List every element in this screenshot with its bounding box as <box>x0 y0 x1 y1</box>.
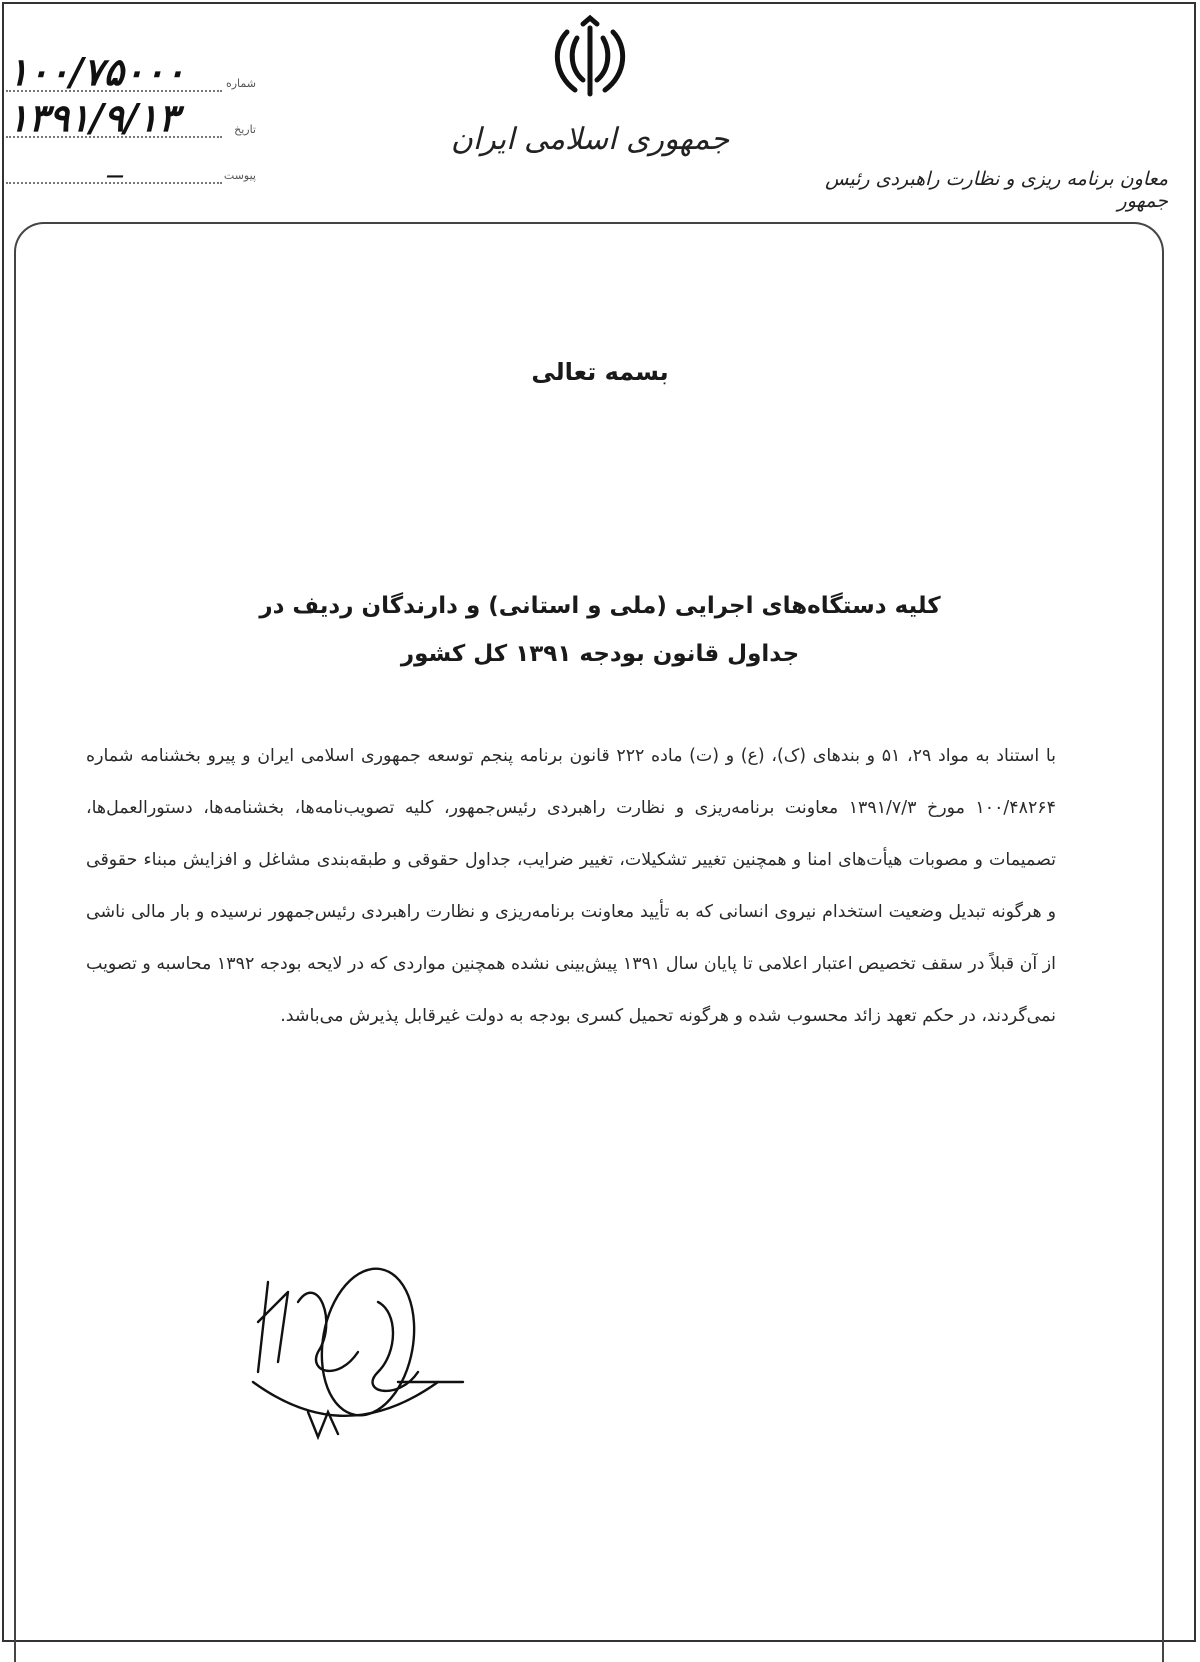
attachment-label: پیوست <box>223 169 256 182</box>
date-label: تاریخ <box>234 123 256 136</box>
republic-name: جمهوری اسلامی ایران <box>450 122 730 157</box>
subject-line-2: جداول قانون بودجه ۱۳۹۱ کل کشور <box>400 641 800 667</box>
letter-body: با استناد به مواد ۲۹، ۵۱ و بندهای (ک)، (ع) و (ت) ماده ۲۲۲ قانون برنامه پنجم توسعه جمهوری اسلامی ایران و پیرو بخشنامه شماره ۱۰۰/۴۸۲۶۴ مورخ ۱۳۹۱/۷/۳ معاونت برنامه‌ریزی و نظارت راهبردی رئیس‌جمهور، کلیه تصویب‌نامه‌ها، بخشنامه‌ها، دستورالعمل‌ها، تصمیمات و مصوبات هیأت‌های امنا و همچنین تغییر تشکیلات، تغییر ضرایب، جداول حقوقی و طبقه‌بندی مشاغل و افزایش مبناء حقوقی و هرگونه تبدیل وضعیت استخدام نیروی انسانی که به تأیید معاونت برنامه‌ریزی و نظارت راهبردی رئیس‌جمهور نرسیده و بار مالی ناشی از آن قبلاً در سقف تخصیص اعتبار اعلامی تا پایان سال ۱۳۹۱ پیش‌بینی نشده همچنین مواردی که در لایحه بودجه ۱۳۹۲ محاسبه و تصویب نمی‌گردند، در حکم تعهد زائد محسوب شده و هرگونه تحمیل کسری بودجه به دولت غیرقابل پذیرش می‌باشد. <box>86 746 1057 1026</box>
attachment-value: — <box>106 165 125 186</box>
salutation: بسمه تعالی <box>531 358 669 386</box>
issuer-title: معاون برنامه ریزی و نظارت راهبردی رئیس جمهور <box>825 168 1168 212</box>
attachment-row <box>6 148 256 188</box>
date-row <box>6 95 256 142</box>
date-value: ۱۳۹۱/۹/۱۳ <box>8 95 179 140</box>
iran-emblem-icon <box>545 14 635 104</box>
letter-subject <box>200 582 1000 678</box>
handwritten-signature-icon <box>248 1262 468 1452</box>
subject-line-1: کلیه دستگاه‌های اجرایی (ملی و استانی) و دارندگان ردیف در <box>259 593 941 619</box>
number-label: شماره <box>225 77 256 90</box>
letter-meta <box>6 49 256 206</box>
number-row <box>6 49 256 96</box>
number-value: ۱۰۰/۷۵۰۰۰ <box>8 49 186 94</box>
